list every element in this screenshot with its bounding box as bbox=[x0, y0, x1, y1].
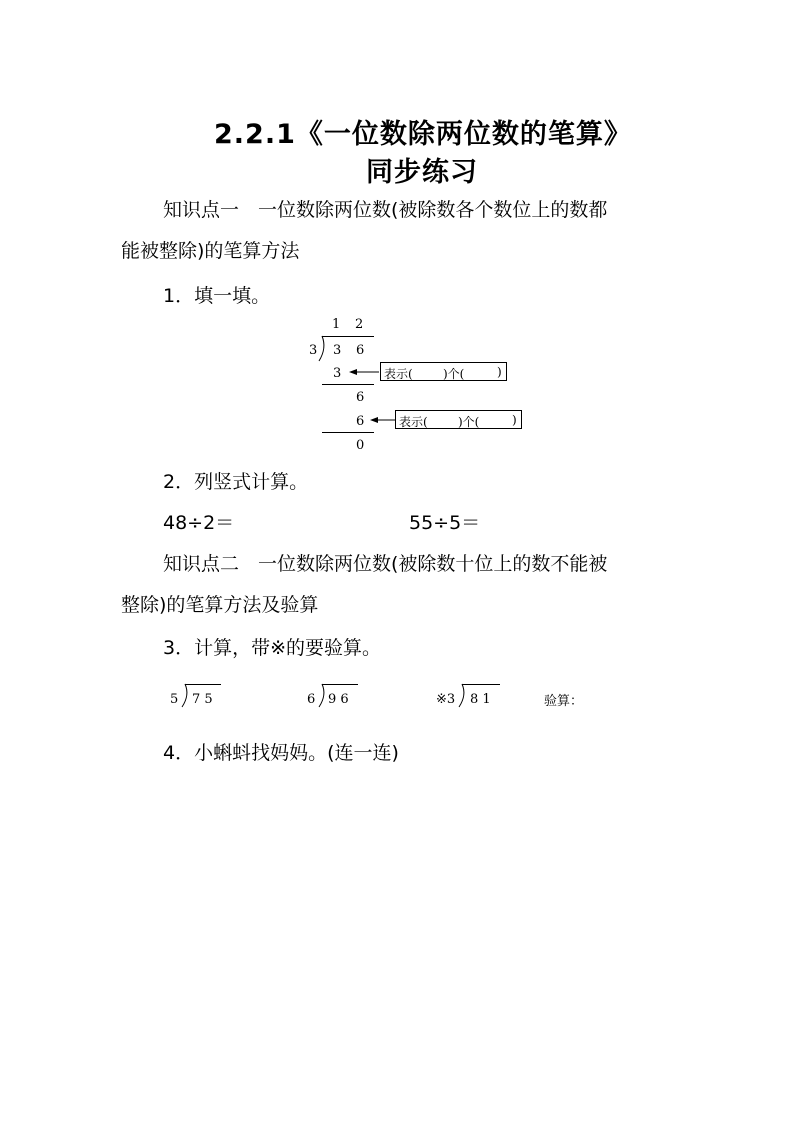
problem-2-bar bbox=[322, 684, 358, 685]
question-2-label: 2．列竖式计算。 bbox=[163, 471, 309, 493]
box1-prefix: 表示( bbox=[384, 367, 413, 381]
division-bracket bbox=[458, 684, 468, 708]
problem-2-dividend: 9 6 bbox=[328, 692, 349, 707]
divisor: 3 bbox=[309, 343, 318, 358]
problem-2-divisor: 6 bbox=[307, 692, 316, 707]
problem-3-bar bbox=[462, 684, 500, 685]
quotient-digit-tens: 1 bbox=[332, 317, 341, 332]
problem-3-divisor: ※3 bbox=[436, 692, 456, 707]
question-2-expression-2: 55÷5＝ bbox=[409, 512, 481, 534]
dividend-digit-tens: 3 bbox=[333, 343, 342, 358]
step3-line bbox=[322, 432, 374, 433]
step1-product: 3 bbox=[333, 366, 342, 381]
question-2-expression-1: 48÷2＝ bbox=[163, 512, 235, 534]
dividend-digit-ones: 6 bbox=[356, 343, 365, 358]
problem-1-dividend: 7 5 bbox=[192, 692, 213, 707]
quotient-digit-ones: 2 bbox=[355, 317, 364, 332]
problem-3-dividend: 8 1 bbox=[470, 692, 491, 707]
question-3-label: 3．计算，带※的要验算。 bbox=[163, 637, 382, 659]
step3-product: 6 bbox=[356, 414, 365, 429]
section2-heading-line2: 整除)的笔算方法及验算 bbox=[121, 594, 319, 616]
section1-heading-line2: 能被整除)的笔算方法 bbox=[121, 240, 300, 262]
step2-remainder: 6 bbox=[356, 390, 365, 405]
final-remainder: 0 bbox=[356, 438, 365, 453]
division-bracket bbox=[318, 684, 328, 708]
problem-1-divisor: 5 bbox=[170, 692, 179, 707]
problem-1-bar bbox=[185, 684, 221, 685]
division-bracket bbox=[318, 336, 328, 362]
box1-blank-2: ) bbox=[497, 365, 502, 379]
section2-heading-line1: 知识点二 一位数除两位数(被除数十位上的数不能被 bbox=[163, 553, 608, 575]
arrow-icon bbox=[370, 414, 396, 426]
page-title-line1: 2.2.1《一位数除两位数的笔算》 bbox=[214, 119, 632, 150]
section1-heading-line1: 知识点一 一位数除两位数(被除数各个数位上的数都 bbox=[163, 199, 608, 221]
meaning-box-2 bbox=[395, 410, 522, 429]
arrow-icon bbox=[349, 366, 379, 378]
page-title-line2: 同步练习 bbox=[366, 157, 478, 188]
box1-blank-1: )个( bbox=[443, 367, 465, 381]
check-label: 验算： bbox=[544, 694, 584, 709]
step1-line bbox=[322, 384, 374, 385]
division-bar bbox=[322, 336, 374, 337]
box2-prefix: 表示( bbox=[399, 415, 428, 429]
box2-blank-1: )个( bbox=[458, 415, 480, 429]
question-1-label: 1．填一填。 bbox=[163, 285, 271, 307]
question-4-label: 4．小蝌蚪找妈妈。(连一连) bbox=[163, 742, 399, 764]
division-bracket bbox=[181, 684, 191, 708]
box2-blank-2: ) bbox=[512, 413, 517, 427]
meaning-box-1 bbox=[380, 362, 507, 381]
